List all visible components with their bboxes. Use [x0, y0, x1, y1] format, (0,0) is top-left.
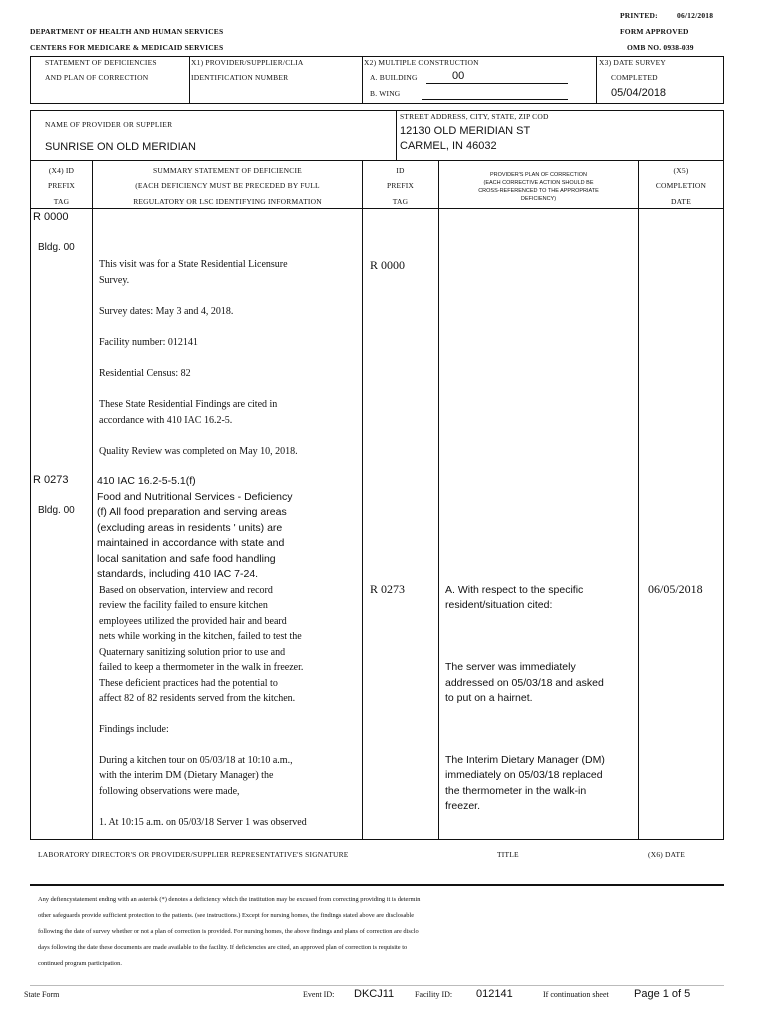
footer-rule: [30, 985, 724, 986]
street-address-line2: CARMEL, IN 46032: [400, 140, 497, 152]
col-divider-3: [438, 160, 439, 840]
completion-date: 06/05/2018: [648, 582, 703, 596]
printed-label: PRINTED:: [620, 11, 658, 20]
plan-header-2: (EACH CORRECTIVE ACTION SHOULD BE: [483, 180, 594, 186]
facility-id-label: Facility ID:: [415, 990, 453, 999]
x4-header-1: (X4) ID: [48, 166, 75, 175]
plan-line: the thermometer in the walk-in: [445, 785, 587, 797]
plan-line: addressed on 05/03/18 and asked: [445, 677, 604, 689]
form-approved: FORM APPROVED: [620, 27, 689, 36]
regulation-line: (f) All food preparation and serving areas: [97, 506, 287, 518]
summary-line: Survey.: [99, 275, 130, 286]
plan-tag-r0000: R 0000: [370, 258, 406, 272]
col-divider-4: [638, 160, 639, 840]
finding-line: 1. At 10:15 a.m. on 05/03/18 Server 1 was observed: [99, 817, 307, 828]
building-underline: [426, 83, 568, 84]
col-divider-1: [92, 160, 93, 840]
x5-header-1: (X5): [673, 166, 689, 175]
finding-line: Based on observation, interview and record: [99, 585, 273, 596]
street-address-line1: 12130 OLD MERIDIAN ST: [400, 125, 531, 137]
table-left-border: [30, 160, 31, 840]
bldg-label-2: Bldg. 00: [38, 505, 75, 516]
regulation-line: local sanitation and safe food handling: [97, 553, 276, 565]
plan-header-3: CROSS-REFERENCED TO THE APPROPRIATE: [478, 188, 599, 194]
col-divider-2: [362, 160, 363, 840]
plan-line: The Interim Dietary Manager (DM): [445, 754, 605, 766]
box1-top-border: [30, 56, 724, 57]
street-address-label: STREET ADDRESS, CITY, STATE, ZIP COD: [400, 112, 549, 121]
centers-title: CENTERS FOR MEDICARE & MEDICAID SERVICES: [30, 43, 224, 52]
date-survey-label-1: X3) DATE SURVEY: [599, 58, 666, 67]
summary-line: Survey dates: May 3 and 4, 2018.: [99, 306, 234, 317]
plan-line: freezer.: [445, 800, 481, 812]
x5-header-3: DATE: [671, 197, 691, 206]
summary-line: Quality Review was completed on May 10, 2018.: [99, 446, 298, 457]
box1-divider-2: [362, 56, 363, 104]
continuation-label: If continuation sheet: [543, 990, 609, 999]
plan-header-4: DEFICIENCY): [520, 196, 557, 202]
summary-line: Residential Census: 82: [99, 368, 191, 379]
x5-header-2: COMPLETION: [655, 181, 707, 190]
regulation-line: Food and Nutritional Services - Deficiency: [97, 491, 293, 503]
columns-bottom-border: [30, 208, 724, 209]
disclaimer-line: continued program participation.: [38, 960, 122, 967]
provider-name-label: NAME OF PROVIDER OR SUPPLIER: [45, 120, 173, 129]
event-id-value: DKCJ11: [354, 988, 395, 1000]
x4-header-2: PREFIX: [47, 181, 76, 190]
printed-date: 06/12/2018: [677, 11, 714, 20]
box1-right-border: [723, 56, 724, 104]
statement-label-1: STATEMENT OF DEFICIENCIES: [45, 58, 157, 67]
plan-line: A. With respect to the specific: [445, 584, 584, 596]
finding-line: affect 82 of 82 residents served from the kitchen.: [99, 693, 296, 704]
box1-left-border: [30, 56, 31, 104]
summary-line: accordance with 410 IAC 16.2-5.: [99, 415, 233, 426]
box2-right-border: [723, 110, 724, 160]
plan-line: resident/situation cited:: [445, 599, 553, 611]
finding-line: During a kitchen tour on 05/03/18 at 10:10 a.m.,: [99, 755, 293, 766]
id-header-2: PREFIX: [386, 181, 415, 190]
facility-id-value: 012141: [476, 988, 513, 1000]
statement-label-2: AND PLAN OF CORRECTION: [45, 73, 149, 82]
building-label: A. BUILDING: [370, 73, 418, 82]
box2-divider: [396, 110, 397, 160]
disclaimer-line: Any defiencystatement ending with an asterisk (*) denotes a deficiency which the institution may be excused from correcting providing it is determin: [38, 896, 421, 903]
summary-line: Facility number: 012141: [99, 337, 198, 348]
omb-number: OMB NO. 0938-039: [627, 43, 694, 52]
building-value: 00: [452, 70, 465, 82]
event-id-label: Event ID:: [303, 990, 335, 999]
multiple-construction-label: X2) MULTIPLE CONSTRUCTION: [364, 58, 479, 67]
box1-divider-1: [189, 56, 190, 104]
summary-line: These State Residential Findings are cited in: [99, 399, 278, 410]
plan-line: to put on a hairnet.: [445, 692, 533, 704]
finding-line: employees utilized the provided hair and beard: [99, 616, 287, 627]
date-survey-value: 05/04/2018: [611, 87, 667, 99]
disclaimer-line: days following the date these documents are made available to the facility. If deficiencies are cited, an approved plan of correction is requisite to: [38, 944, 408, 951]
summary-header-3: REGULATORY OR LSC IDENTIFYING INFORMATION: [133, 197, 322, 206]
plan-header-1: PROVIDER'S PLAN OF CORRECTION: [489, 172, 587, 178]
signature-label: LABORATORY DIRECTOR'S OR PROVIDER/SUPPLIER REPRESENTATIVE'S SIGNATURE: [38, 850, 349, 859]
tag-r0273: R 0273: [33, 474, 69, 486]
bldg-label-1: Bldg. 00: [38, 242, 75, 253]
regulation-line: 410 IAC 16.2-5-5.1(f): [97, 475, 196, 487]
finding-line: Findings include:: [99, 724, 169, 735]
table-right-border: [723, 160, 724, 840]
date-survey-label-2: COMPLETED: [611, 73, 658, 82]
signature-bottom-rule: [30, 884, 724, 886]
columns-top-border: [30, 160, 724, 161]
box2-left-border: [30, 110, 31, 160]
department-title: DEPARTMENT OF HEALTH AND HUMAN SERVICES: [30, 27, 224, 36]
finding-line: following observations were made,: [99, 786, 240, 797]
wing-underline: [422, 99, 568, 100]
title-label: TITLE: [497, 850, 519, 859]
id-header-3: TAG: [392, 197, 409, 206]
plan-line: immediately on 05/03/18 replaced: [445, 769, 603, 781]
summary-line: This visit was for a State Residential Licensure: [99, 259, 288, 270]
plan-line: The server was immediately: [445, 661, 576, 673]
tag-r0000: R 0000: [33, 211, 69, 223]
regulation-line: maintained in accordance with state and: [97, 537, 285, 549]
clia-label-1: X1) PROVIDER/SUPPLIER/CLIA: [191, 58, 304, 67]
finding-line: Quaternary sanitizing solution prior to use and: [99, 647, 286, 658]
page-number: Page 1 of 5: [634, 988, 691, 1000]
finding-line: review the facility failed to ensure kitchen: [99, 600, 268, 611]
box2-top-border: [30, 110, 724, 111]
regulation-line: standards, including 410 IAC 7-24.: [97, 568, 259, 580]
summary-header-2: (EACH DEFICIENCY MUST BE PRECEDED BY FULL: [135, 181, 320, 190]
provider-name-value: SUNRISE ON OLD MERIDIAN: [45, 141, 196, 153]
x4-header-3: TAG: [53, 197, 70, 206]
box1-divider-3: [596, 56, 597, 104]
box1-bottom-border: [30, 103, 724, 104]
id-header-1: ID: [396, 166, 405, 175]
finding-line: nets while working in the kitchen, failed to test the: [99, 631, 302, 642]
regulation-line: (excluding areas in residents ' units) are: [97, 522, 283, 534]
clia-label-2: IDENTIFICATION NUMBER: [191, 73, 289, 82]
x6-date-label: (X6) DATE: [648, 850, 686, 859]
finding-line: These deficient practices had the potential to: [99, 678, 278, 689]
disclaimer-line: other safeguards provide sufficient protection to the patients. (see instructions.) Except for nursing homes, the findings stated above are disclosable: [38, 912, 415, 919]
wing-label: B. WING: [370, 89, 401, 98]
summary-header-1: SUMMARY STATEMENT OF DEFICIENCIE: [153, 166, 302, 175]
finding-line: with the interim DM (Dietary Manager) the: [99, 770, 274, 781]
finding-line: failed to keep a thermometer in the walk in freezer.: [99, 662, 304, 673]
plan-tag-r0273: R 0273: [370, 582, 406, 596]
state-form-label: State Form: [24, 990, 60, 999]
disclaimer-line: following the date of survey whether or not a plan of correction is provided. For nursing homes, the above findings and plans of correction are disclo: [38, 928, 419, 935]
table-bottom-border: [30, 839, 724, 840]
